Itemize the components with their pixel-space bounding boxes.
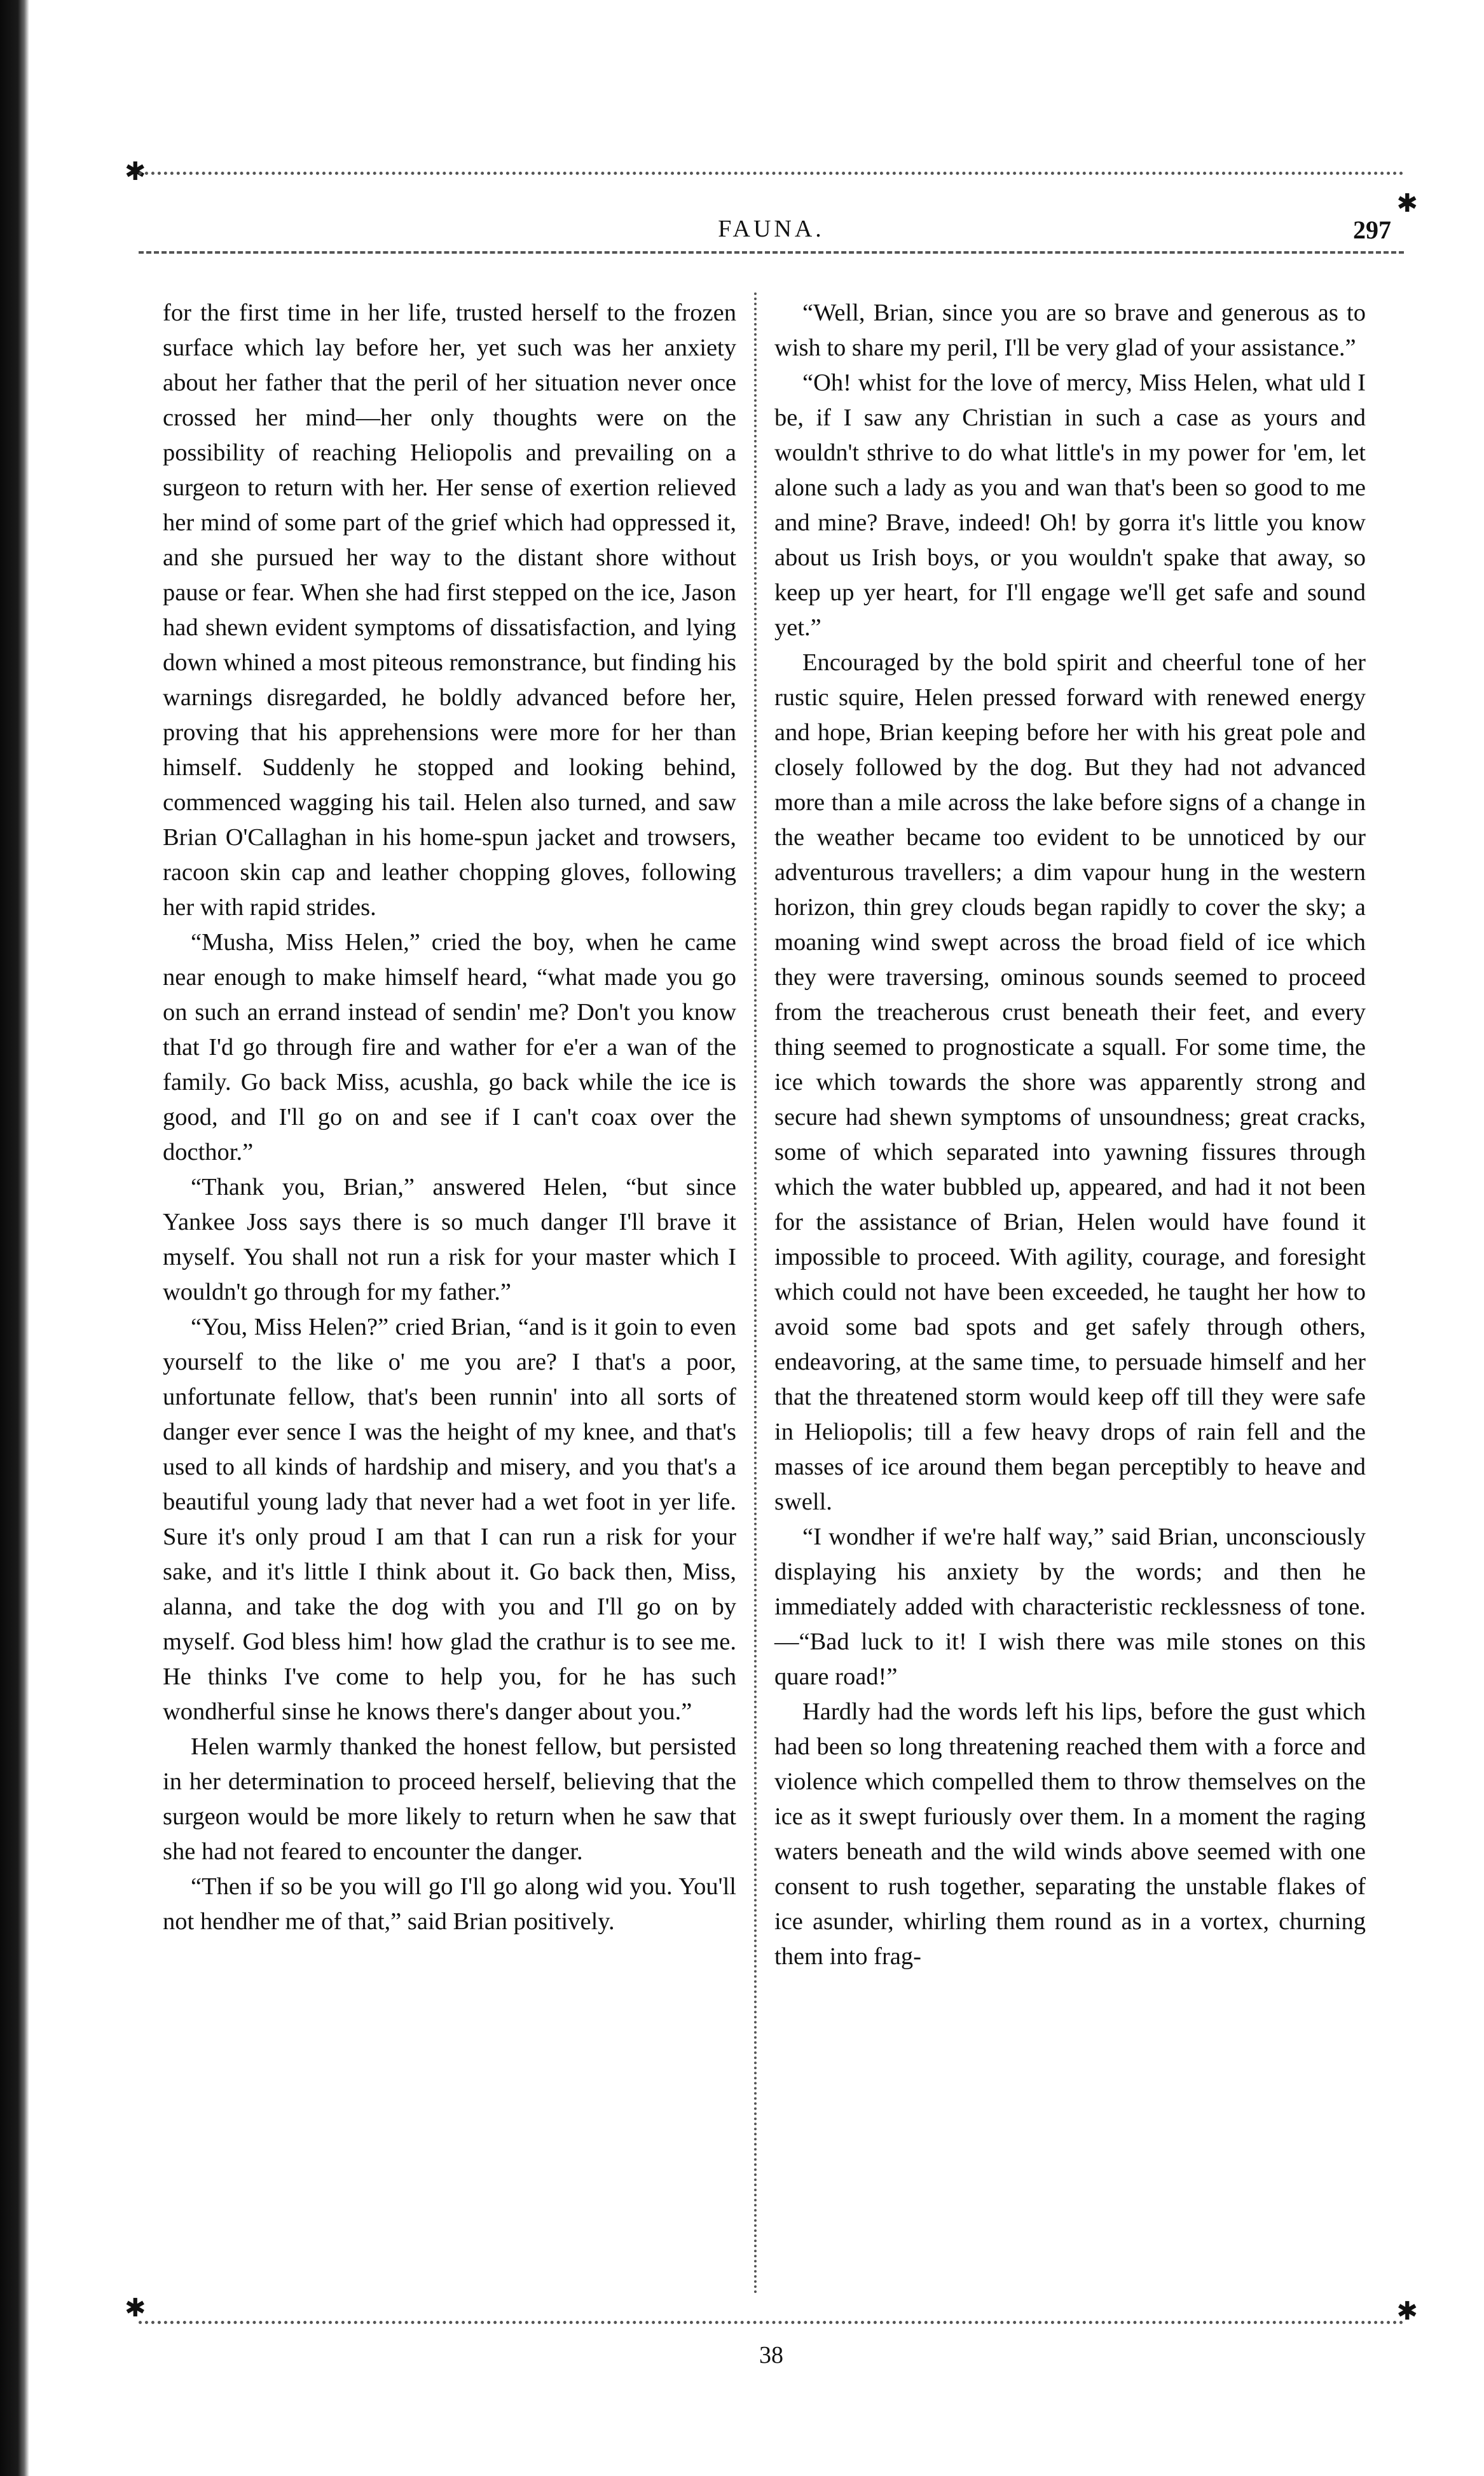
left-column <box>163 296 736 1939</box>
page-number: 297 <box>1353 216 1391 244</box>
paragraph: “I wondher if we're half way,” said Brian, unconsciously displaying his anxiety by the words; and then he immediately added with characteristic recklessness of tone.—“Bad luck to it! I wish there was mile stones on this quare road!” <box>774 1523 1366 1690</box>
signature-mark: 38 <box>759 2342 783 2369</box>
paragraph: Helen warmly thanked the honest fellow, but persisted in her determination to proceed herself, believing that the surgeon would be more likely to return when he saw that she had not feared to encounter the danger. <box>163 1733 736 1865</box>
paragraph: “You, Miss Helen?” cried Brian, “and is it goin to even yourself to the like o' me you are? I that's a poor, unfortunate fellow, that's been runnin' into all sorts of danger ever sence I was the height of my knee, and that's used to all kinds of hardship and misery, and you that's a beautiful young lady that never had a wet foot in yer life. Sure it's only proud I am that I can run a risk for your sake, and it's little I think about it. Go back then, Miss, alanna, and take the dog with you and I'll go on by myself. God bless him! how glad the crathur is to see me. He thinks I've come to help you, for he has such wondherful sinse he knows there's danger about you.” <box>163 1314 736 1725</box>
paragraph: for the first time in her life, trusted herself to the frozen surface which lay before her, yet such was her anxiety about her father that the peril of her situation never once crossed her mind—her only thoughts were on the possibility of reaching Heliopolis and prevailing on a surgeon to return with her. Her sense of exertion relieved her mind of some part of the grief which had oppressed it, and she pursued her way to the distant shore without pause or fear. When she had first stepped on the ice, Jason had shewn evident symptoms of dissatisfaction, and lying down whined a most piteous remonstrance, but finding his warnings disregarded, he boldly advanced before her, proving that his apprehensions were more for her than himself. Suddenly he stopped and looking behind, commenced wagging his tail. Helen also turned, and saw Brian O'Callaghan in his home-spun jacket and trowsers, racoon skin cap and leather chopping gloves, following her with rapid strides. <box>163 299 736 921</box>
paragraph: “Well, Brian, since you are so brave and generous as to wish to share my peril, I'll be very glad of your assistance.” <box>774 299 1366 361</box>
running-head: FAUNA. <box>718 216 825 242</box>
scan-binding-shadow <box>0 0 29 2476</box>
corner-ornament-icon: ✱ <box>125 157 146 186</box>
right-column <box>774 296 1366 1974</box>
corner-ornament-icon: ✱ <box>125 2294 146 2322</box>
bottom-border-rule <box>139 2321 1404 2324</box>
book-page <box>125 157 1418 2369</box>
paragraph: “Then if so be you will go I'll go along wid you. You'll not hendher me of that,” said Brian positively. <box>163 1873 736 1935</box>
paragraph: “Oh! whist for the love of mercy, Miss Helen, what uld I be, if I saw any Christian in such a case as yours and wouldn't sthrive to do what little's in my power for 'em, let alone such a lady as you and wan that's been so good to me and mine? Brave, indeed! Oh! by gorra it's little you know about us Irish boys, or you wouldn't spake that away, so keep up yer heart, for I'll engage we'll get safe and sound yet.” <box>774 369 1366 641</box>
column-divider <box>754 292 757 2295</box>
corner-ornament-icon: ✱ <box>1396 2297 1418 2325</box>
paragraph: “Thank you, Brian,” answered Helen, “but since Yankee Joss says there is so much danger I'll brave it myself. You shall not run a risk for your master which I wouldn't go through for my father.” <box>163 1174 736 1305</box>
paragraph: Encouraged by the bold spirit and cheerful tone of her rustic squire, Helen pressed forward with renewed energy and hope, Brian keeping before her with his great pole and closely followed by the dog. But they had not advanced more than a mile across the lake before signs of a change in the weather became too evident to be unnoticed by our adventurous travellers; a dim vapour hung in the western horizon, thin grey clouds began rapidly to cover the sky; a moaning wind swept across the broad field of ice which they were traversing, ominous sounds seemed to proceed from the treacherous crust beneath their feet, and every thing seemed to prognosticate a squall. For some time, the ice which towards the shore was apparently strong and secure had shewn symptoms of unsoundness; great cracks, some of which separated into yawning fissures through which the water bubbled up, appeared, and had it not been for the assistance of Brian, Helen would have found it impossible to proceed. With agility, courage, and foresight which could not have been exceeded, he taught her how to avoid some bad spots and get safely through others, endeavoring, at the same time, to persuade himself and her that the threatened storm would keep off till they were safe in Heliopolis; till a few heavy drops of rain fell and the masses of ice around them began perceptibly to heave and swell. <box>774 649 1366 1515</box>
top-border-rule <box>139 172 1404 175</box>
paragraph: “Musha, Miss Helen,” cried the boy, when he came near enough to make himself heard, “what made you go on such an errand instead of sendin' me? Don't you know that I'd go through fire and wather for e'er a wan of the family. Go back Miss, acushla, go back while the ice is good, and I'll go on and see if I can't coax over the docthor.” <box>163 929 736 1166</box>
header-rule <box>139 251 1404 254</box>
paragraph: Hardly had the words left his lips, before the gust which had been so long threatening reached them with a force and violence which compelled them to throw themselves on the ice as it swept furiously over them. In a moment the raging waters beneath and the wild winds above seemed with one consent to rush together, separating the unstable flakes of ice asunder, whirling them round as in a vortex, churning them into frag- <box>774 1698 1366 1970</box>
corner-ornament-icon: ✱ <box>1396 189 1418 217</box>
